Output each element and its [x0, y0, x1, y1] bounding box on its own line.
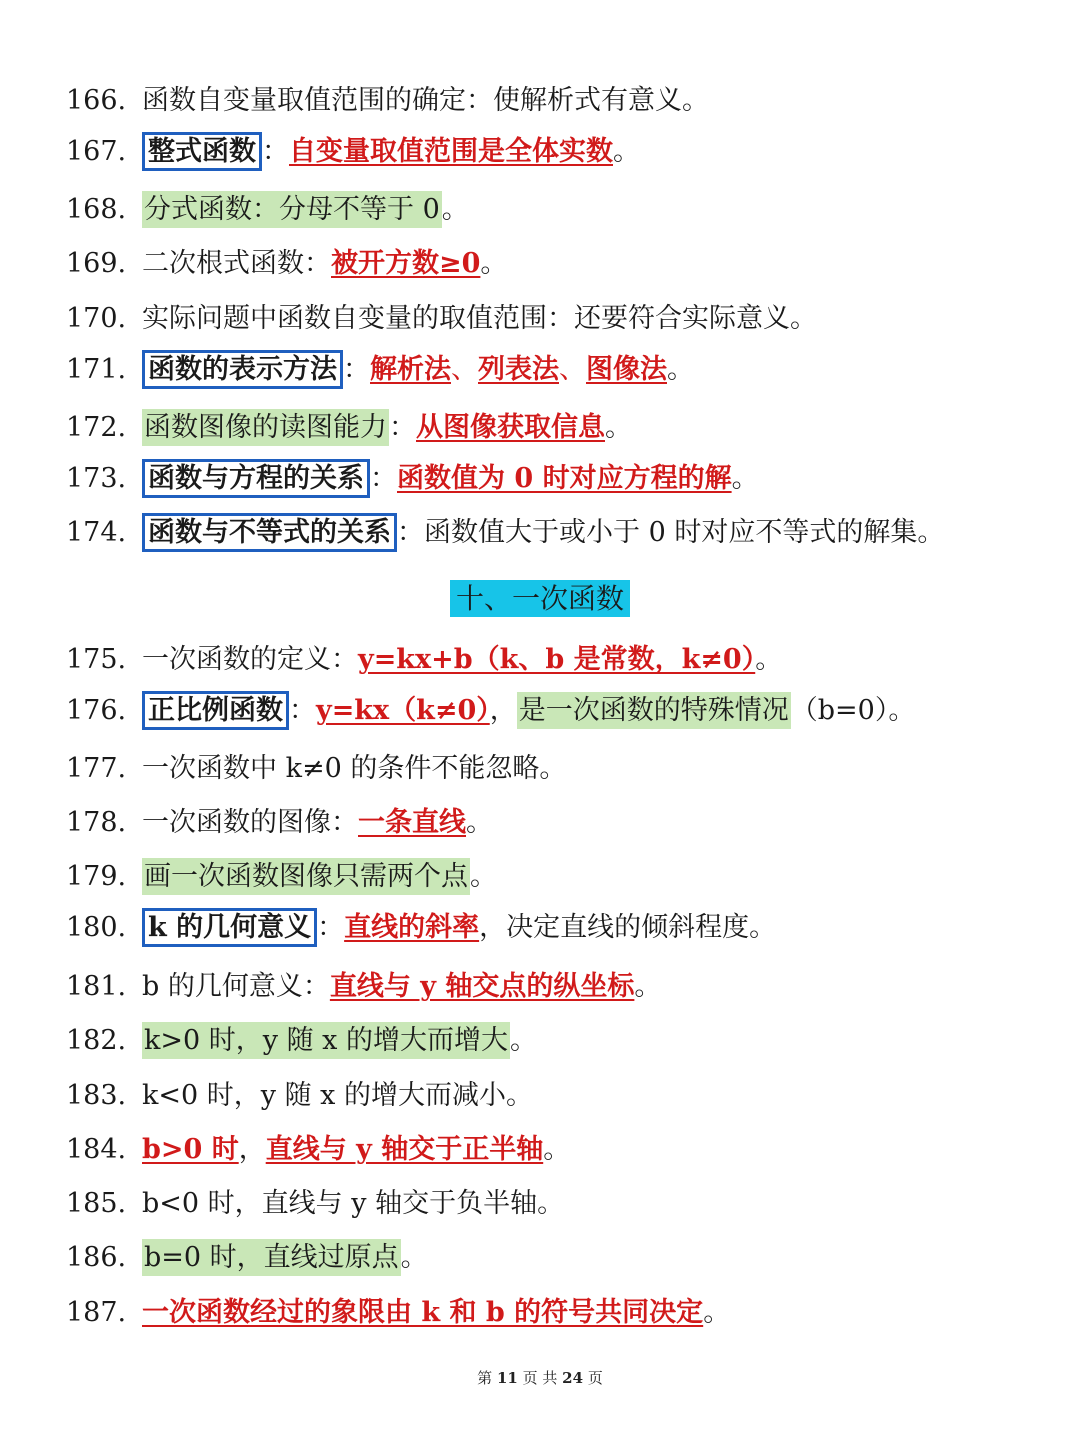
item-text: 。 — [755, 644, 783, 675]
item-emphasis-text: 图像法 — [586, 354, 667, 385]
list-item — [66, 192, 1060, 228]
item-text: 。 — [480, 248, 508, 279]
list-item — [66, 301, 1060, 337]
item-number: 181. — [66, 971, 127, 1002]
item-text: b 的几何意义： — [142, 971, 330, 1002]
item-highlight-text: 画一次函数图像只需两个点 — [142, 858, 470, 895]
item-text: 。 — [613, 136, 640, 167]
item-boxed-term: 函数与不等式的关系 — [142, 513, 397, 552]
item-number: 167. — [66, 136, 127, 167]
list-item — [66, 859, 1060, 895]
item-text: ： — [317, 912, 345, 943]
item-text: ： — [289, 695, 316, 726]
item-text: 。 — [543, 1134, 571, 1165]
item-emphasis-text: 一条直线 — [358, 807, 466, 838]
list-item — [66, 515, 1060, 551]
list-item — [66, 1132, 1060, 1168]
item-highlight-text: 函数图像的读图能力 — [142, 409, 389, 446]
item-number: 186. — [66, 1242, 127, 1273]
list-item — [66, 751, 1060, 787]
item-highlight-text: 分式函数：分母不等于 0 — [142, 191, 442, 228]
item-emphasis-text: 直线与 y 轴交于正半轴 — [265, 1134, 544, 1165]
item-text: k<0 时，y 随 x 的增大而减小。 — [142, 1080, 533, 1111]
list-item — [66, 910, 1060, 946]
item-text: 。 — [703, 1297, 731, 1328]
item-text: 一次函数中 k≠0 的条件不能忽略。 — [142, 753, 567, 784]
item-emphasis-text: 一次函数经过的象限由 k 和 b 的符号共同决定 — [142, 1297, 704, 1328]
list-item — [66, 693, 1060, 729]
section-heading — [0, 579, 1080, 619]
list-item — [66, 1078, 1060, 1114]
item-emphasis-text: 自变量取值范围是全体实数 — [289, 136, 613, 167]
item-text: 函数自变量取值范围的确定：使解析式有意义。 — [142, 85, 709, 116]
item-boxed-term: 函数与方程的关系 — [142, 459, 370, 498]
item-text: 。 — [400, 1242, 428, 1273]
item-emphasis-text: 列表法 — [478, 354, 559, 385]
list-item — [66, 969, 1060, 1005]
item-number: 169. — [66, 248, 127, 279]
item-number: 166. — [66, 85, 127, 116]
item-number: 184. — [66, 1134, 127, 1165]
item-text: 。 — [667, 354, 694, 385]
list-item — [66, 410, 1060, 446]
footer-mid: 页 共 — [522, 1369, 558, 1387]
list-item — [66, 352, 1060, 388]
list-item — [66, 461, 1060, 497]
item-number: 187. — [66, 1297, 127, 1328]
item-number: 171. — [66, 354, 127, 385]
list-item — [66, 83, 1060, 119]
item-text: 。 — [470, 861, 497, 892]
item-text: 实际问题中函数自变量的取值范围：还要符合实际意义。 — [142, 303, 817, 334]
page-footer — [0, 1367, 1080, 1388]
item-emphasis-text: y=kx+b（k、b 是常数，k≠0） — [358, 644, 756, 675]
item-text: 。 — [466, 807, 493, 838]
item-text: 、 — [451, 354, 478, 385]
item-text: 一次函数的定义： — [142, 644, 358, 675]
footer-prefix: 第 — [477, 1369, 493, 1387]
item-emphasis-text: 直线的斜率 — [344, 912, 480, 943]
item-highlight-text: 是一次函数的特殊情况 — [517, 692, 791, 729]
item-text: 。 — [509, 1025, 537, 1056]
item-text: 。 — [634, 971, 662, 1002]
item-number: 174. — [66, 517, 127, 548]
item-text: ： — [389, 412, 416, 443]
list-item — [66, 642, 1060, 678]
item-text: 、 — [559, 354, 586, 385]
item-text: b<0 时，直线与 y 轴交于负半轴。 — [142, 1188, 565, 1219]
section-title: 十、一次函数 — [450, 580, 630, 617]
item-emphasis-text: 从图像获取信息 — [416, 412, 605, 443]
item-emphasis-text: 被开方数≥0 — [331, 248, 481, 279]
item-number: 175. — [66, 644, 127, 675]
item-number: 178. — [66, 807, 127, 838]
footer-suffix: 页 — [587, 1369, 603, 1387]
list-item — [66, 1240, 1060, 1276]
item-number: 170. — [66, 303, 127, 334]
item-highlight-text: k>0 时，y 随 x 的增大而增大 — [142, 1022, 510, 1059]
item-number: 183. — [66, 1080, 127, 1111]
list-item — [66, 1023, 1060, 1059]
item-text: （b=0）。 — [790, 695, 916, 726]
item-text: 。 — [441, 194, 469, 225]
item-number: 168. — [66, 194, 127, 225]
item-text: 。 — [731, 463, 759, 494]
item-text: ： — [262, 136, 289, 167]
item-number: 172. — [66, 412, 127, 443]
item-text: ： — [343, 354, 370, 385]
item-text: 。 — [605, 412, 632, 443]
list-item — [66, 134, 1060, 170]
item-text: ： — [370, 463, 397, 494]
item-text: ，决定直线的倾斜程度。 — [479, 912, 777, 943]
item-text: 二次根式函数： — [142, 248, 331, 279]
item-number: 180. — [66, 912, 127, 943]
item-number: 185. — [66, 1188, 127, 1219]
footer-page-number: 11 — [496, 1369, 518, 1387]
item-text: ， — [489, 695, 517, 726]
footer-total-pages: 24 — [562, 1369, 584, 1387]
list-item — [66, 246, 1060, 282]
item-text: ， — [238, 1134, 266, 1165]
item-number: 176. — [66, 695, 127, 726]
item-text: ：函数值大于或小于 0 时对应不等式的解集。 — [397, 517, 945, 548]
item-boxed-term: k 的几何意义 — [142, 908, 317, 947]
item-emphasis-text: 直线与 y 轴交点的纵坐标 — [329, 971, 635, 1002]
item-boxed-term: 函数的表示方法 — [142, 350, 343, 389]
item-highlight-text: b=0 时，直线过原点 — [142, 1239, 401, 1276]
item-text: 一次函数的图像： — [142, 807, 358, 838]
item-number: 182. — [66, 1025, 127, 1056]
item-number: 173. — [66, 463, 127, 494]
item-number: 179. — [66, 861, 127, 892]
list-item — [66, 805, 1060, 841]
item-boxed-term: 整式函数 — [142, 132, 262, 171]
list-item — [66, 1295, 1060, 1331]
item-number: 177. — [66, 753, 127, 784]
item-emphasis-text: b>0 时 — [142, 1134, 239, 1165]
item-boxed-term: 正比例函数 — [142, 691, 289, 730]
item-emphasis-text: y=kx（k≠0） — [316, 695, 490, 726]
item-emphasis-text: 解析法 — [370, 354, 451, 385]
item-emphasis-text: 函数值为 0 时对应方程的解 — [397, 463, 732, 494]
list-item — [66, 1186, 1060, 1222]
